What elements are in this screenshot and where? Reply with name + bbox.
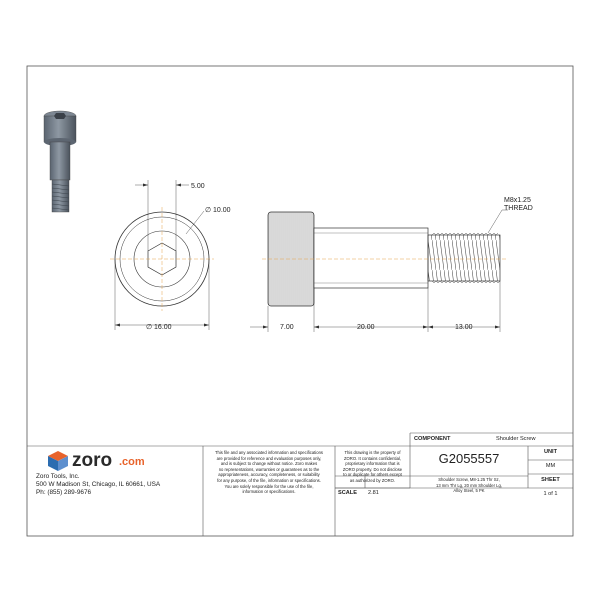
description-line: Alloy Steel, 5 PK (453, 488, 485, 494)
dim-head-length: 7.00 (280, 324, 294, 331)
property-line: ZORO. It contains confidential, (343, 455, 402, 461)
sheet-value: 1 of 1 (543, 491, 558, 497)
dim-shoulder-diameter: ∅ 16.00 (146, 324, 172, 331)
disclaimer-line: are provided for reference and evaluation purposes only, (216, 455, 322, 461)
disclaimer-text (205, 450, 333, 495)
unit-label: UNIT (543, 449, 558, 455)
disclaimer-line: no representations, warranties or guarantees as to the (218, 466, 320, 472)
dim-hex-socket: 5.00 (191, 183, 205, 190)
screw-thumbnail (44, 111, 76, 212)
disclaimer-line: appropriateness, accuracy, completeness, or suitability (218, 472, 320, 478)
company-name: Zoro Tools, Inc. (36, 473, 80, 480)
disclaimer-line: for any purpose, of the file, information or specifications. (217, 477, 321, 483)
part-description (410, 477, 528, 494)
thread-callout-label: THREAD (504, 205, 533, 212)
property-line: This drawing is the property of (344, 450, 401, 455)
disclaimer-line: You are solely responsible for the use of the file, (224, 483, 314, 489)
disclaimer-line: and is subject to change without notice. Zoro makes (220, 461, 318, 467)
company-address: 500 W Madison St, Chicago, IL 60661, USA (36, 481, 161, 488)
property-line: ZORO property. Do not disclose (342, 466, 403, 472)
component-label: COMPONENT (414, 436, 451, 442)
disclaimer-line: information or specifications. (242, 489, 296, 495)
unit-value: MM (545, 463, 556, 469)
end-view (110, 180, 214, 330)
side-view (250, 210, 508, 332)
component-value: Shoulder Screw (496, 436, 536, 442)
scale-label: SCALE (338, 490, 357, 496)
dim-head-diameter: ∅ 10.00 (205, 207, 231, 214)
part-number: G2055557 (438, 451, 500, 466)
sheet-label: SHEET (541, 477, 560, 483)
logo-word: zoro (72, 450, 113, 471)
dim-shoulder-length: 20.00 (357, 324, 375, 331)
property-line: proprietary information that is (345, 461, 400, 467)
disclaimer-line: This file and any associated information and specifications (214, 450, 323, 455)
description-line: Shoulder Screw, M8-1.25 Thr Sz, (438, 477, 500, 482)
dim-thread-length: 13.00 (455, 324, 473, 331)
property-notice (336, 450, 409, 484)
description-line: 13 mm Thr Lg, 20 mm Shoulder Lg, (435, 482, 503, 488)
scale-value: 2.81 (368, 490, 379, 496)
property-line: as authorized by ZORO. (349, 477, 396, 483)
thread-callout-size: M8x1.25 (504, 197, 531, 204)
zoro-cube-icon (47, 450, 69, 472)
company-logo (47, 450, 197, 472)
property-line: to or duplicate for others except (343, 472, 402, 478)
logo-suffix: .com (119, 456, 145, 468)
company-phone: Ph: (855) 289-9676 (36, 489, 92, 496)
